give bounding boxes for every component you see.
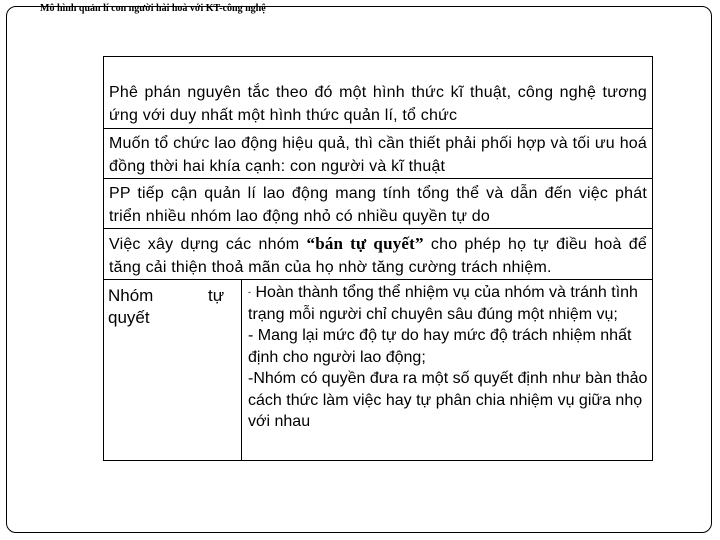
detail-text: Hoàn thành tổng thể nhiệm vụ của nhóm và tránh tình trạng mỗi người chỉ chuyên sâu đúng một nhiệm vụ; <box>248 284 638 323</box>
row-text: cho phép họ tự điều hoà để tăng cải thiện thoả mãn của họ nhờ tăng cường trách nhiệm. <box>109 236 647 276</box>
bold-term: “bán tự quyết” <box>306 234 424 253</box>
row-text: Việc xây dựng các nhóm <box>109 236 307 253</box>
detail-item <box>248 282 648 325</box>
bullet-dash: - <box>248 287 251 297</box>
row-label <box>104 280 242 460</box>
table-row: Phê phán nguyên tắc theo đó một hình thức kĩ thuật, công nghệ tương ứng với duy nhất một hình thức quản lí, tổ chức <box>104 57 652 129</box>
row-label-word: Nhóm <box>108 286 154 305</box>
table-row <box>104 229 652 280</box>
slide-title: Mô hình quản lí con người hài hoà với KT-công nghệ <box>40 3 266 14</box>
row-label-word: tự <box>208 286 225 305</box>
table-row: PP tiếp cận quản lí lao động mang tính tổng thể và dẫn đến việc phát triển nhiều nhóm lao động nhỏ có nhiều quyền tự do <box>104 179 652 229</box>
table-row: Muốn tổ chức lao động hiệu quả, thì cần thiết phải phối hợp và tối ưu hoá đồng thời hai khía cạnh: con người và kĩ thuật <box>104 129 652 179</box>
row-label-word: quyết <box>108 308 150 327</box>
row-details <box>242 280 652 460</box>
content-table <box>103 56 653 461</box>
detail-item: - Mang lại mức độ tự do hay mức độ trách nhiệm nhất định cho người lao động; <box>248 327 632 366</box>
table-row <box>104 280 652 460</box>
detail-item: -Nhóm có quyền đưa ra một số quyết định như bàn thảo cách thức làm việc hay tự phân chia nhiệm vụ giữa nhọ với nhau <box>248 370 648 430</box>
